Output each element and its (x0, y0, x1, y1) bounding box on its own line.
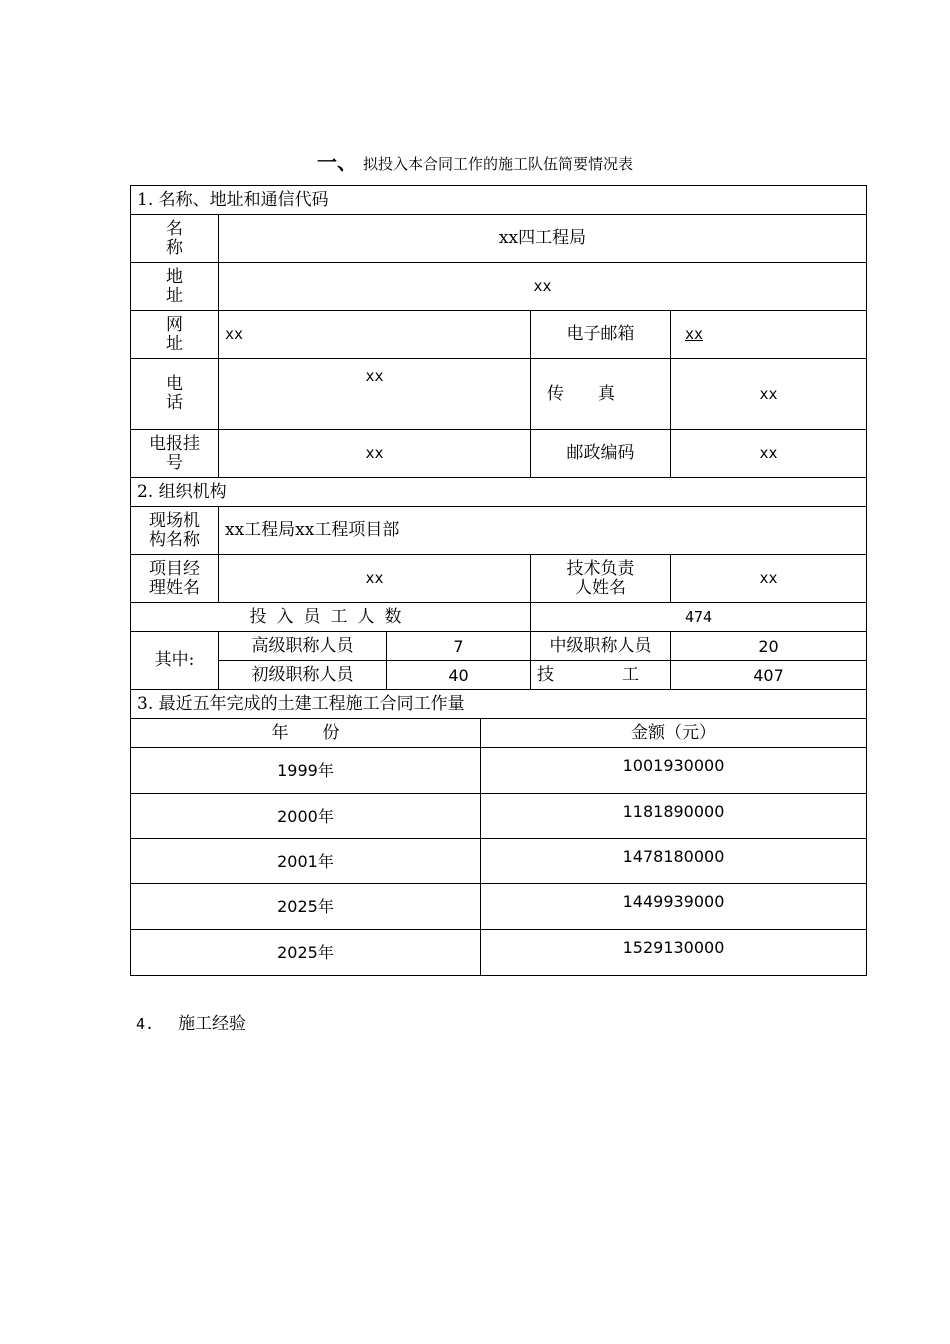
site-org-label: 现场机 构名称 (131, 507, 219, 555)
section4-heading (136, 1012, 246, 1036)
amount-cell: 1181890000 (481, 794, 867, 839)
managers-row (131, 555, 867, 603)
telegraph-label: 电报挂 号 (131, 430, 219, 478)
among-label: 其中: (131, 632, 219, 690)
address-label: 地 址 (131, 263, 219, 311)
title-number: 一、 (316, 150, 357, 174)
amount-cell: 1529130000 (481, 930, 867, 976)
junior-label: 初级职称人员 (219, 661, 387, 690)
name-label: 名 称 (131, 215, 219, 263)
pm-label: 项目经 理姓名 (131, 555, 219, 603)
senior-label: 高级职称人员 (219, 632, 387, 661)
tech-lead-label: 技术负责 人姓名 (531, 555, 671, 603)
middle-value: 20 (671, 632, 867, 661)
page-title (0, 150, 950, 176)
table-row (131, 794, 867, 839)
postcode-value: xx (671, 430, 867, 478)
address-row (131, 263, 867, 311)
title-staff-row-2 (131, 661, 867, 690)
section1-header-row (131, 186, 867, 215)
section1-header: 1. 名称、地址和通信代码 (131, 186, 867, 215)
section2-header-row (131, 478, 867, 507)
website-email-row (131, 311, 867, 359)
amount-cell: 1478180000 (481, 839, 867, 884)
phone-value: xx (219, 359, 531, 430)
email-link[interactable]: xx (685, 325, 704, 343)
tech-lead-value: xx (671, 555, 867, 603)
year-cell: 2001年 (131, 839, 481, 884)
telegraph-value: xx (219, 430, 531, 478)
junior-value: 40 (387, 661, 531, 690)
telegraph-postcode-row (131, 430, 867, 478)
col-amount-header: 金额（元） (481, 719, 867, 748)
phone-label: 电 话 (131, 359, 219, 430)
year-cell: 2025年 (131, 930, 481, 976)
website-value: xx (219, 311, 531, 359)
email-label: 电子邮箱 (531, 311, 671, 359)
middle-label: 中级职称人员 (531, 632, 671, 661)
site-org-value: xx工程局xx工程项目部 (219, 507, 867, 555)
section3-header-row (131, 690, 867, 719)
section4-number: 4. (136, 1015, 155, 1033)
staff-count-row (131, 603, 867, 632)
section4-text: 施工经验 (178, 1014, 247, 1034)
fax-value: xx (671, 359, 867, 430)
technician-value: 407 (671, 661, 867, 690)
phone-fax-row (131, 359, 867, 430)
table-row (131, 748, 867, 794)
address-value: xx (219, 263, 867, 311)
table-row (131, 839, 867, 884)
website-label: 网 址 (131, 311, 219, 359)
technician-label: 技 工 (531, 661, 671, 690)
col-year-header: 年 份 (131, 719, 481, 748)
year-cell: 2025年 (131, 884, 481, 930)
year-cell: 2000年 (131, 794, 481, 839)
name-value: xx四工程局 (219, 215, 867, 263)
section3-header: 3. 最近五年完成的土建工程施工合同工作量 (131, 690, 867, 719)
title-staff-row-1 (131, 632, 867, 661)
table-row (131, 930, 867, 976)
postcode-label: 邮政编码 (531, 430, 671, 478)
site-org-row (131, 507, 867, 555)
amount-cell: 1001930000 (481, 748, 867, 794)
staff-count-value: 474 (531, 603, 867, 632)
senior-value: 7 (387, 632, 531, 661)
name-row (131, 215, 867, 263)
staff-count-label: 投入员工人数 (131, 603, 531, 632)
section2-header: 2. 组织机构 (131, 478, 867, 507)
pm-value: xx (219, 555, 531, 603)
table-row (131, 884, 867, 930)
email-value (671, 311, 867, 359)
fax-label: 传 真 (531, 359, 671, 430)
year-cell: 1999年 (131, 748, 481, 794)
title-text: 拟投入本合同工作的施工队伍简要情况表 (362, 155, 633, 173)
amount-cell: 1449939000 (481, 884, 867, 930)
workload-header-row (131, 719, 867, 748)
team-info-table (130, 185, 867, 976)
